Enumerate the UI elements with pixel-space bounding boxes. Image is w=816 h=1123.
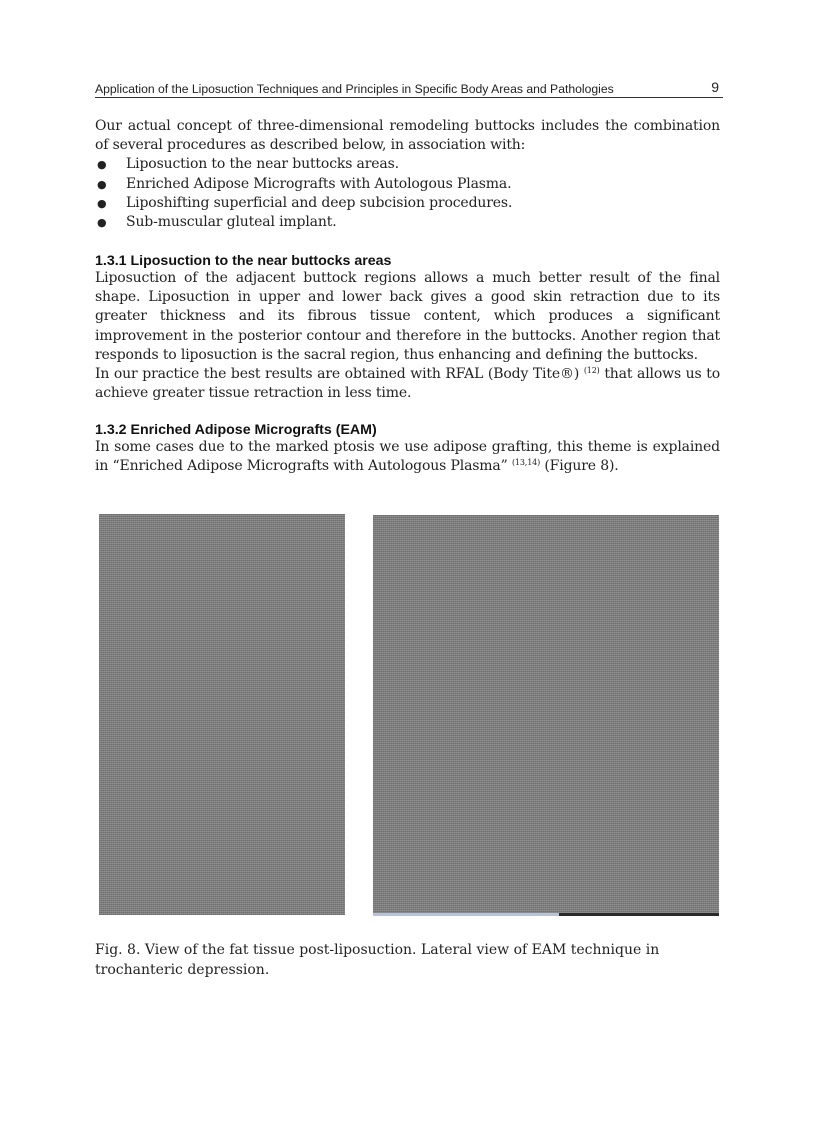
citation-ref: (12) <box>583 366 600 376</box>
bullet-icon: ● <box>97 177 107 191</box>
photo-edge <box>559 913 719 916</box>
list-item-text: Sub-muscular gluteal implant. <box>126 214 337 231</box>
intro-block <box>95 117 720 232</box>
photo-edge <box>373 913 559 916</box>
list-item-text: Liposuction to the near buttocks areas. <box>126 156 399 173</box>
running-title: Application of the Liposuction Techniques and Principles in Specific Body Areas and Pathologies <box>95 82 614 96</box>
section-1-3-2-body <box>95 438 720 476</box>
paragraph-text: (Figure 8). <box>544 458 619 475</box>
procedure-list <box>95 155 720 232</box>
bullet-icon: ● <box>97 216 107 230</box>
section-1-3-1-paragraph: Liposuction of the adjacent buttock regions allows a much better result of the final shape. Liposuction in upper and lower back gives a good skin retraction due to its greater thickness and its fibrous tissue content, which produces a significant improvement in the posterior contour and therefore in the buttocks. Another region that responds to liposuction is the sacral region, thus enhancing and defining the buttocks. <box>95 270 720 363</box>
paragraph-text: In our practice the best results are obtained with RFAL (Body Tite®) <box>95 366 580 383</box>
list-item <box>95 194 720 213</box>
list-item <box>95 175 720 194</box>
intro-paragraph: Our actual concept of three-dimensional remodeling buttocks includes the combination of several procedures as described below, in association with: <box>95 118 720 154</box>
running-header <box>95 80 723 98</box>
section-1-3-2-paragraph <box>95 438 720 476</box>
section-1-3-1-body <box>95 269 720 403</box>
list-item <box>95 213 720 232</box>
figure-caption: Fig. 8. View of the fat tissue post-liposuction. Lateral view of EAM technique in trochanteric depression. <box>95 942 660 978</box>
paragraph-text: that allows us to achieve greater tissue retraction in less time. <box>95 366 720 402</box>
figure-photo-left <box>99 514 345 915</box>
page-number: 9 <box>711 79 719 95</box>
section-heading-1-3-1: 1.3.1 Liposuction to the near buttocks areas <box>95 253 392 269</box>
citation-ref: (13,14) <box>511 458 541 468</box>
paragraph-text: In some cases due to the marked ptosis we use adipose grafting, this theme is explained in “Enriched Adipose Micrografts with Autologous Plasma” <box>95 439 720 475</box>
section-1-3-1-paragraph-2 <box>95 365 720 403</box>
figure-photo-right <box>373 515 719 916</box>
list-item <box>95 155 720 174</box>
list-item-text: Liposhifting superficial and deep subcision procedures. <box>126 194 513 211</box>
section-heading-1-3-2: 1.3.2 Enriched Adipose Micrografts (EAM) <box>95 422 377 438</box>
bullet-icon: ● <box>97 196 107 210</box>
bullet-icon: ● <box>97 158 107 172</box>
list-item-text: Enriched Adipose Micrografts with Autologous Plasma. <box>126 175 512 192</box>
